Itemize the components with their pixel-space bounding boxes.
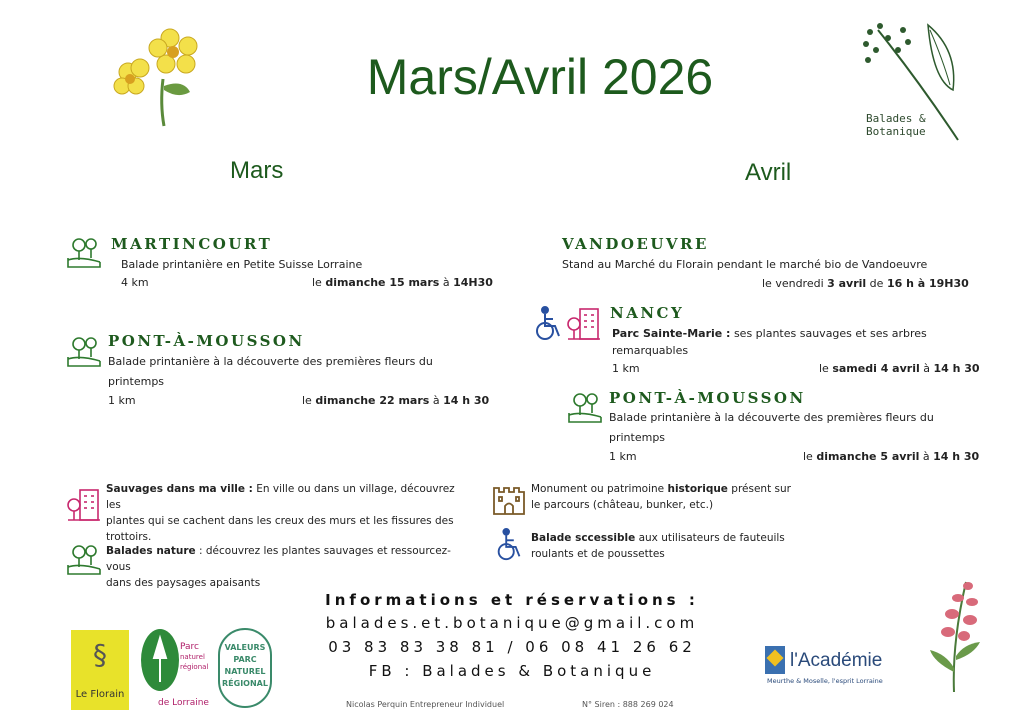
event-place: PONT-À-MOUSSON xyxy=(609,389,806,407)
legend-historique: Monument ou patrimoine historique présent sur le parcours (château, bunker, etc.) xyxy=(531,483,791,511)
legend-ville: Sauvages dans ma ville : En ville ou dans un village, découvrez les plantes qui se cachent dans les creux des murs et les fissures des trottoirs. xyxy=(106,483,455,543)
event-desc: Balade printanière à la découverte des premières fleurs du xyxy=(108,355,433,368)
info-email[interactable]: balades.et.botanique@gmail.com xyxy=(325,614,699,632)
event-date: le dimanche 15 mars à 14H30 xyxy=(312,276,493,289)
event-desc: Balade printanière à la découverte des premières fleurs du xyxy=(609,411,934,424)
city-icon xyxy=(566,306,602,342)
event-desc: Balade printanière en Petite Suisse Lorraine xyxy=(121,258,363,271)
academie-subtitle: Meurthe & Moselle, l'esprit Lorraine xyxy=(767,677,883,685)
event-desc: printemps xyxy=(609,431,666,444)
legend-nature: Balades nature : découvrez les plantes sauvages et ressourcez-vous dans des paysages apaisants xyxy=(106,545,451,589)
event-place: VANDOEUVRE xyxy=(562,235,709,253)
accessible-icon xyxy=(533,306,565,342)
info-title: Informations et réservations : xyxy=(325,591,699,609)
city-icon xyxy=(66,487,102,523)
event-distance: 1 km xyxy=(612,362,640,375)
event-date: le samedi 4 avril à 14 h 30 xyxy=(819,362,980,375)
event-distance: 4 km xyxy=(121,276,149,289)
logo-text-line1: Balades & xyxy=(866,112,926,125)
footer-owner: Nicolas Perquin Entrepreneur Individuel xyxy=(346,700,505,709)
nature-icon xyxy=(66,236,102,270)
logo-text-line2: Botanique xyxy=(866,125,926,138)
event-date: le vendredi 3 avril de 16 h à 19H30 xyxy=(762,277,969,290)
castle-icon xyxy=(492,482,526,516)
valeurs-parc-logo: VALEURS PARC NATUREL RÉGIONAL xyxy=(218,628,272,708)
info-facebook: FB : Balades & Botanique xyxy=(368,662,656,680)
academie-logo: l'Académie xyxy=(790,650,883,671)
month-mars: Mars xyxy=(230,157,284,184)
balades-botanique-logo xyxy=(858,20,968,145)
event-distance: 1 km xyxy=(108,394,136,407)
parc-lorraine-logo: Parc naturel régional de Lorraine xyxy=(140,628,210,713)
accessible-icon xyxy=(494,528,526,562)
event-desc: remarquables xyxy=(612,344,689,357)
event-desc: printemps xyxy=(108,375,165,388)
event-date: le dimanche 5 avril à 14 h 30 xyxy=(803,450,980,463)
footer-siren: N° Siren : 888 269 024 xyxy=(582,700,674,709)
event-desc: Parc Sainte-Marie : ses plantes sauvages et ses arbres xyxy=(612,327,927,340)
academie-icon xyxy=(765,646,785,674)
nature-icon xyxy=(567,391,603,425)
event-place: PONT-À-MOUSSON xyxy=(108,332,305,350)
event-place: NANCY xyxy=(610,304,685,322)
le-florain-logo: § Le Florain xyxy=(71,630,129,710)
event-place: MARTINCOURT xyxy=(111,235,273,253)
legend-accessible: Balade sccessible aux utilisateurs de fauteuils roulants et de poussettes xyxy=(531,532,785,560)
event-distance: 1 km xyxy=(609,450,637,463)
page-title: Mars/Avril 2026 xyxy=(366,49,714,105)
month-avril: Avril xyxy=(745,159,792,186)
nature-icon xyxy=(66,335,102,369)
event-desc: Stand au Marché du Florain pendant le marché bio de Vandoeuvre xyxy=(562,258,928,271)
foxglove-illustration xyxy=(924,572,986,697)
info-phones: 03 83 83 38 81 / 06 08 41 26 62 xyxy=(328,638,696,656)
nature-icon xyxy=(66,543,102,577)
event-date: le dimanche 22 mars à 14 h 30 xyxy=(302,394,490,407)
